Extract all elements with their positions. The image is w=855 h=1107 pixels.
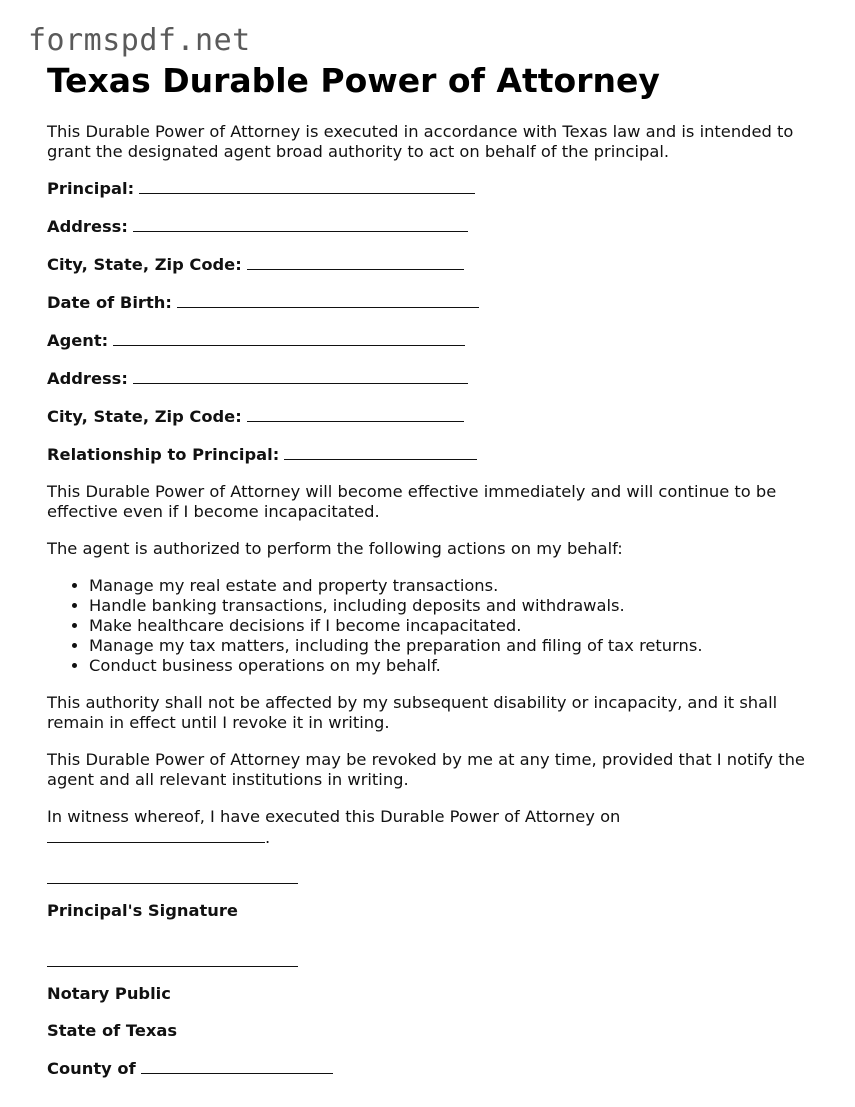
agent-address-field <box>47 368 817 389</box>
dob-field <box>47 292 817 313</box>
principal-signature-label: Principal's Signature <box>47 901 238 921</box>
agent-label: Agent: <box>47 331 109 351</box>
list-item: • Manage my tax matters, including the preparation and filing of tax returns. <box>89 636 817 656</box>
principal-address-blank[interactable] <box>133 216 468 232</box>
witness-period: . <box>265 828 271 848</box>
actions-list <box>47 576 817 676</box>
principal-address-label: Address: <box>47 217 128 237</box>
authority-paragraph: This authority shall not be affected by my subsequent disability or incapacity, and it shall remain in effect until I revoke it in writing. <box>47 693 778 733</box>
watermark: formspdf.net <box>28 23 251 58</box>
relationship-label: Relationship to Principal: <box>47 445 280 465</box>
agent-city-field <box>47 406 817 427</box>
state-label: State of Texas <box>47 1021 178 1041</box>
relationship-blank[interactable] <box>284 444 477 460</box>
document-title: Texas Durable Power of Attorney <box>47 61 660 100</box>
principal-city-label: City, State, Zip Code: <box>47 255 242 275</box>
witness-paragraph <box>47 807 817 848</box>
list-item: • Make healthcare decisions if I become incapacitated. <box>89 616 817 636</box>
principal-blank[interactable] <box>139 178 475 194</box>
county-blank[interactable] <box>141 1058 333 1074</box>
witness-text: In witness whereof, I have executed this Durable Power of Attorney on <box>47 807 621 827</box>
agent-blank[interactable] <box>113 330 465 346</box>
dob-blank[interactable] <box>177 292 479 308</box>
dob-label: Date of Birth: <box>47 293 172 313</box>
agent-city-blank[interactable] <box>247 406 464 422</box>
authorized-intro: The agent is authorized to perform the following actions on my behalf: <box>47 539 623 559</box>
principal-city-blank[interactable] <box>247 254 464 270</box>
notary-label: Notary Public <box>47 984 171 1004</box>
list-item: • Conduct business operations on my behalf. <box>89 656 817 676</box>
effective-paragraph: This Durable Power of Attorney will become effective immediately and will continue to be effective even if I become incapacitated. <box>47 482 777 522</box>
revocation-paragraph: This Durable Power of Attorney may be revoked by me at any time, provided that I notify the agent and all relevant institutions in writing. <box>47 750 805 790</box>
principal-signature-line[interactable] <box>47 882 298 884</box>
county-field <box>47 1058 817 1079</box>
agent-city-label: City, State, Zip Code: <box>47 407 242 427</box>
list-item: • Handle banking transactions, including deposits and withdrawals. <box>89 596 817 616</box>
principal-city-field <box>47 254 817 275</box>
relationship-field <box>47 444 817 465</box>
agent-address-blank[interactable] <box>133 368 468 384</box>
county-label: County of <box>47 1059 136 1079</box>
notary-signature-line[interactable] <box>47 965 298 967</box>
agent-field <box>47 330 817 351</box>
list-item: • Manage my real estate and property transactions. <box>89 576 817 596</box>
principal-label: Principal: <box>47 179 135 199</box>
execution-date-blank[interactable] <box>47 827 265 843</box>
principal-field <box>47 178 817 199</box>
document-body <box>47 60 817 1079</box>
agent-address-label: Address: <box>47 369 128 389</box>
principal-address-field <box>47 216 817 237</box>
intro-paragraph: This Durable Power of Attorney is executed in accordance with Texas law and is intended to grant the designated agent broad authority to act on behalf of the principal. <box>47 122 794 162</box>
